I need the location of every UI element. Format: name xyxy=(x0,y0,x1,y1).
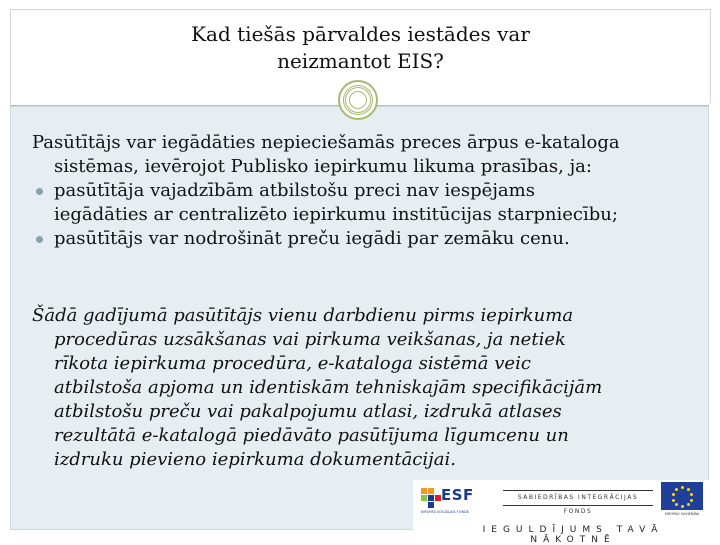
bullet-1-line-1: pasūtītāja vajadzībām atbilstošu preci nav iespējams xyxy=(54,180,535,201)
sif-logo: SABIEDRĪBAS INTEGRĀCIJAS FONDS xyxy=(503,490,653,506)
intro-line-2: sistēmas, ievērojot Publisko iepirkumu likuma prasības, ja: xyxy=(54,156,592,177)
esf-squares-icon xyxy=(421,488,441,508)
italic-line-7: izdruku pievieno iepirkuma dokumentācijai. xyxy=(54,449,456,470)
esf-logo xyxy=(421,484,485,514)
italic-line-2: procedūras uzsākšanas vai pirkuma veikšanas, ja netiek xyxy=(54,329,566,350)
eu-flag-icon xyxy=(661,482,703,510)
esf-label: ESF xyxy=(441,486,474,504)
funding-logos xyxy=(413,480,713,545)
slogan: IEGULDĪJUMS TAVĀ NĀKOTNĒ xyxy=(482,525,664,545)
italic-line-1: Šādā gadījumā pasūtītājs vienu darbdienu pirms iepirkuma xyxy=(32,305,574,326)
slide xyxy=(10,9,709,530)
bullet-list xyxy=(32,179,692,251)
italic-line-6: rezultātā e-katalogā piedāvāto pasūtījuma līgumcenu un xyxy=(54,425,569,446)
circle-ornament-icon xyxy=(338,80,378,120)
italic-paragraph xyxy=(32,304,702,472)
list-item xyxy=(32,227,692,251)
intro-paragraph xyxy=(32,131,692,251)
bullet-2-line-1: pasūtītājs var nodrošināt preču iegādi par zemāku cenu. xyxy=(54,228,570,249)
esf-sub-label: EIROPAS SOCIĀLAIS FONDS xyxy=(421,510,469,514)
slide-title xyxy=(11,21,710,75)
bullet-icon xyxy=(36,188,43,195)
list-item xyxy=(32,179,692,227)
title-line-1: Kad tiešās pārvaldes iestādes var xyxy=(191,22,530,46)
italic-line-5: atbilstošu preču vai pakalpojumu atlasi, izdrukā atlases xyxy=(54,401,562,422)
bullet-1-line-2: iegādāties ar centralizēto iepirkumu institūcijas starpniecību; xyxy=(54,204,618,225)
italic-line-4: atbilstoša apjoma un identiskām tehniskajām specifikācijām xyxy=(54,377,603,398)
title-line-2: neizmantot EIS? xyxy=(277,49,444,73)
eu-logo xyxy=(659,482,705,516)
intro-line-1: Pasūtītājs var iegādāties nepieciešamās preces ārpus e-kataloga xyxy=(32,132,620,153)
italic-line-3: rīkota iepirkuma procedūra, e-kataloga sistēmā veic xyxy=(54,353,531,374)
bullet-icon xyxy=(36,236,43,243)
eu-caption: EIROPAS SAVIENĪBA xyxy=(664,512,700,516)
